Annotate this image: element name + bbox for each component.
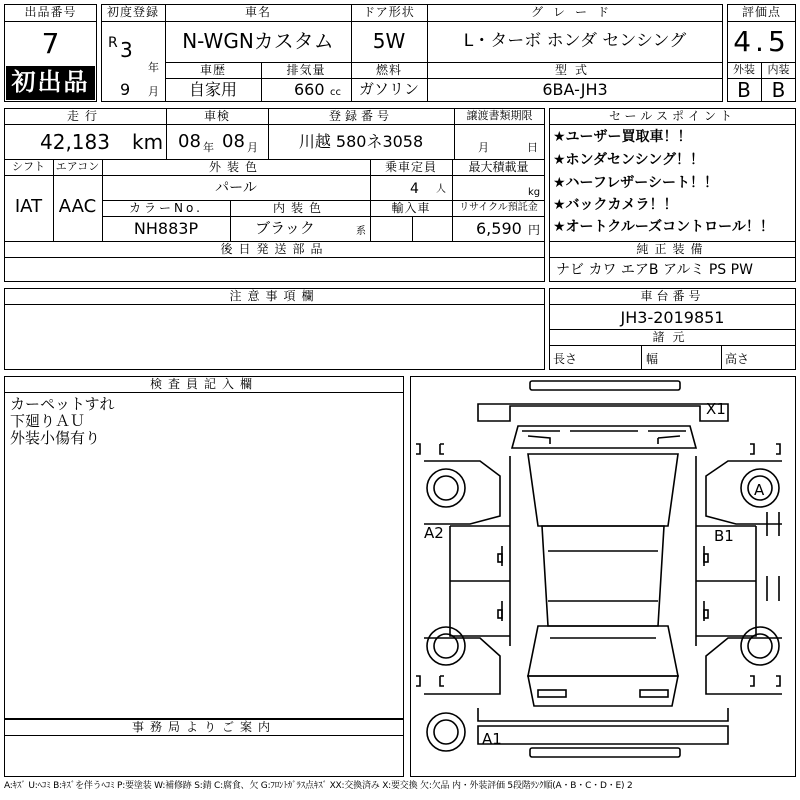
mileage-unit: km (132, 130, 164, 154)
mileage-label: 走行 (66, 109, 103, 123)
displacement-unit: cc (330, 87, 341, 98)
inspector-note: 下廻りＡＵ (10, 412, 86, 430)
specs-label: 諸元 (652, 330, 693, 344)
ac: AAC (58, 196, 97, 217)
inspector-note: 外装小傷有り (10, 429, 101, 447)
transfer-deadline-label: 譲渡書類期限 (466, 109, 533, 122)
car-name: N-WGNカスタム (182, 29, 334, 53)
score-label: 評価点 (741, 5, 781, 19)
width-label: 幅 (646, 352, 659, 366)
notes-label: 注意事項欄 (229, 289, 320, 303)
mileage: 42,183 (40, 130, 110, 154)
first-listing-label: 初出品 (11, 68, 90, 96)
grade-label: グレード (530, 5, 619, 19)
door-type: 5W (372, 29, 406, 53)
color-no-label: カラーNo. (129, 201, 203, 215)
sales-point-item: ★ホンダセンシング！！ (553, 152, 705, 168)
door-label: ドア形状 (363, 5, 415, 19)
color-no: NH883P (133, 219, 199, 238)
chassis-number-label: 車台番号 (640, 289, 705, 303)
exterior-color: パール (215, 180, 257, 196)
model-code-label: 型式 (554, 63, 595, 77)
registration-number: 川越 580ネ3058 (298, 132, 424, 151)
reg-year: 3 (120, 38, 133, 62)
sales-point-item: ★バックカメラ！！ (553, 197, 678, 213)
displacement-label: 排気量 (286, 63, 326, 77)
recycle-fee-unit: 円 (528, 223, 541, 237)
sales-point-item: ★ハーフレザーシート！！ (553, 175, 719, 191)
month-unit: 月 (148, 85, 159, 98)
interior-grade-label: 内装 (767, 63, 790, 76)
history-label: 車歴 (199, 63, 226, 77)
car-name-label: 車名 (244, 5, 271, 19)
fuel-label: 燃料 (375, 63, 402, 77)
exterior-color-label: 外装色 (208, 160, 263, 174)
vehicle-damage-diagram (410, 376, 796, 777)
damage-mark-x1: X1 (706, 400, 726, 418)
inspection-year-unit: 年 (203, 141, 214, 154)
lot-number-label: 出品番号 (24, 5, 77, 19)
shift-label: シフト (12, 160, 45, 173)
interior-grade: B (771, 78, 786, 102)
damage-mark-a2: A2 (424, 524, 444, 542)
later-parts-label: 後日発送部品 (220, 242, 329, 256)
inspector-note: カーペットすれ (10, 395, 115, 413)
office-label: 事務局よりご案内 (131, 720, 276, 734)
ac-label: エアコン (55, 160, 100, 173)
exterior-grade-label: 外装 (733, 63, 755, 76)
capacity-label: 乗車定員 (384, 160, 437, 174)
inspector-label: 検査員記入欄 (149, 377, 258, 391)
interior-color-label: 内装色 (272, 201, 327, 215)
interior-color: ブラック (255, 219, 315, 237)
sales-points-label: セールスポイント (609, 109, 736, 123)
lot-number: 7 (41, 27, 60, 60)
damage-mark-a1: A1 (482, 730, 502, 748)
year-unit: 年 (148, 61, 159, 74)
sales-point-item: ★オートクルーズコントロール！！ (553, 219, 774, 235)
history: 自家用 (188, 80, 237, 99)
import-label: 輸入車 (391, 201, 431, 215)
score: 4.5 (733, 25, 790, 58)
inspection-month: 08 (222, 131, 245, 152)
chassis-number: JH3-2019851 (620, 308, 725, 327)
damage-legend: A:ｷｽﾞ U:ﾍｺﾐ B:ｷｽﾞを伴うﾍｺﾐ P:要塗装 W:補修跡 S:錆 C:腐食、欠 G:ﾌﾛﾝﾄｶﾞﾗｽ点ｷｽﾞ XX:交換済み X:要交換 欠:欠品 内・外装評価 5段階ﾗﾝｸ順(A・B・C・D・E) 2 (4, 781, 633, 791)
recycle-fee: 6,590 (476, 219, 522, 238)
height-label: 高さ (725, 352, 750, 366)
equipment-label: 純正装備 (636, 242, 709, 256)
reg-date-label: 初度登録 (106, 5, 159, 19)
capacity-unit: 人 (436, 184, 446, 195)
shift: IAT (14, 196, 43, 217)
exterior-grade: B (737, 78, 751, 102)
capacity: 4 (410, 181, 419, 197)
model-code: 6BA-JH3 (542, 80, 608, 99)
inspection-month-unit: 月 (247, 141, 258, 154)
displacement: 660 (294, 80, 325, 99)
registration-label: 登録番号 (328, 109, 393, 123)
length-label: 長さ (553, 352, 578, 366)
damage-mark-b1: B1 (714, 527, 734, 545)
inspection-label: 車検 (203, 109, 230, 123)
transfer-day-unit: 日 (527, 141, 538, 154)
equipment-value: ナビ カワ エアB アルミ PS PW (556, 262, 753, 278)
max-load-label: 最大積載量 (468, 160, 529, 174)
grade: L・ターボ ホンダ センシング (463, 31, 687, 51)
sales-point-item: ★ユーザー買取車！！ (553, 129, 692, 145)
era-prefix: R (108, 35, 118, 51)
interior-color-suffix: 系 (356, 226, 366, 237)
transfer-month-unit: 月 (478, 141, 489, 154)
recycle-fee-label: リサイクル預託金 (459, 202, 538, 213)
damage-mark-a-tire: A (754, 481, 765, 499)
reg-month: 9 (120, 80, 131, 99)
inspection-year: 08 (178, 131, 201, 152)
fuel: ガソリン (358, 80, 419, 98)
max-load-unit: kg (528, 187, 541, 198)
